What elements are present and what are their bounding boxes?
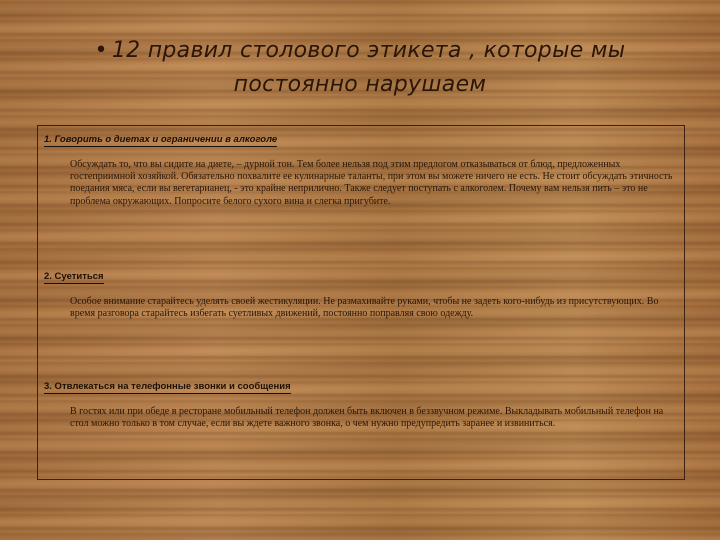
rule-heading-1: 1. Говорить о диетах и ограничении в алкоголе	[44, 134, 278, 145]
rule-body-2: Особое внимание старайтесь уделять своей жестикуляции. Не размахивайте руками, чтобы не задеть кого-нибудь из присутствующих. Во время разговора старайтесь избегать суетливых движений, постоянно поправляя свою одежду.	[70, 296, 659, 320]
title-text-line-2: постоянно нарушаем	[233, 72, 487, 97]
rule-section-3	[44, 376, 678, 430]
rule-section-2	[44, 266, 678, 320]
rule-heading-3: 3. Отвлекаться на телефонные звонки и сообщения	[44, 381, 291, 392]
rule-heading-2: 2. Суетиться	[44, 271, 104, 282]
title-text-line-1: 12 правил столового этикета , которые мы	[111, 38, 626, 63]
rule-body-3: В гостях или при обеде в ресторане мобильный телефон должен быть включен в беззвучном режиме. Выкладывать мобильный телефон на стол можно только в том случае, если вы ждете важного звонка, о чем нужно предупредить заранее и извиниться.	[70, 406, 664, 430]
content-frame	[37, 125, 685, 480]
rule-section-1	[44, 129, 678, 208]
bullet-icon: •	[94, 38, 108, 63]
rule-body-1: Обсуждать то, что вы сидите на диете, – дурной тон. Тем более нельзя под этим предлогом отказываться от блюд, предложенных гостеприимной хозяйкой. Обязательно похвалите ее кулинарные таланты, при этом вы можете ничего не есть. Не стоит обсуждать этичность поедания мяса, если вы вегетарианец, - это крайне неприлично. Также следует поступать с алкоголем. Почему вам нельзя пить – это не проблема окружающих. Попросите белого сухого вина и слегка пригубите.	[70, 159, 673, 207]
slide-title-line-1	[60, 34, 660, 68]
slide-title	[60, 34, 660, 102]
